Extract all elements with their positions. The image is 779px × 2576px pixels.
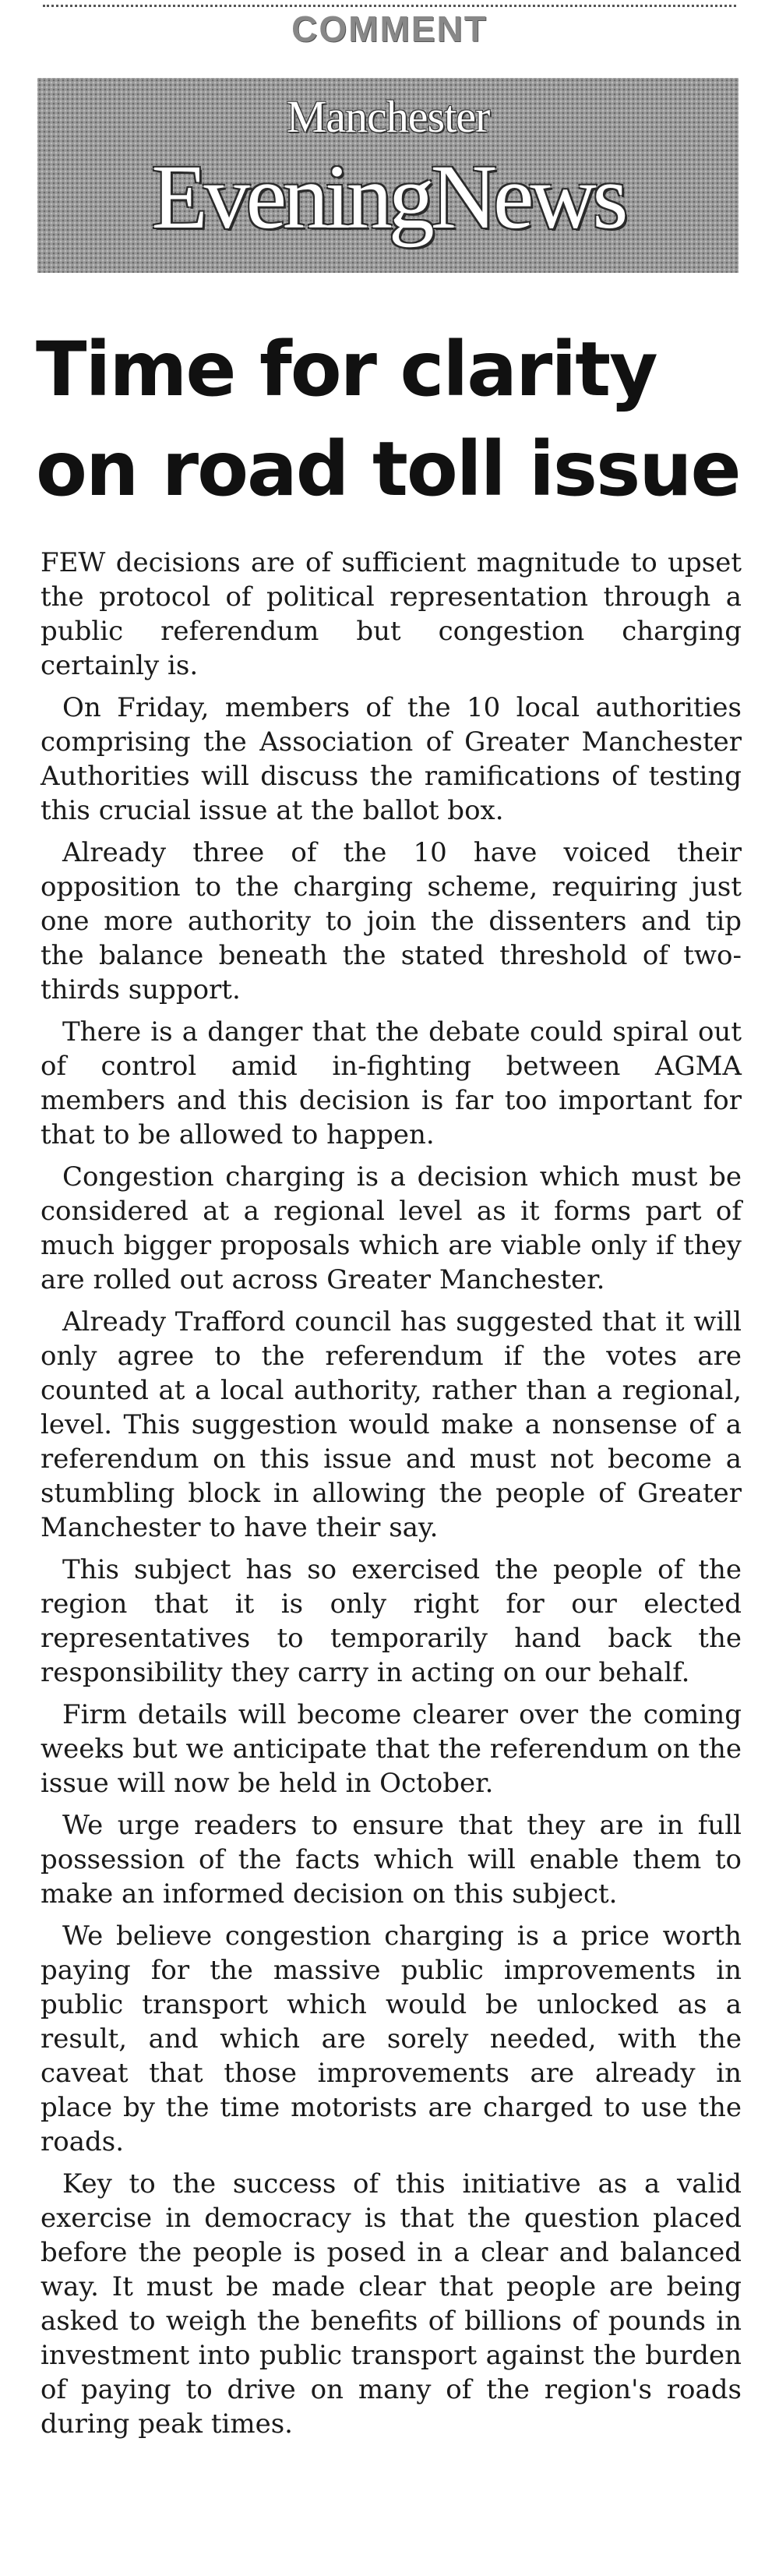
paragraph: We believe congestion charging is a price worth paying for the massive public improvements in public transport which would be unlocked as a result, and which are sorely needed, with the caveat that those improvements are already in place by the time motorists are charged to use the roads. (41, 1921, 742, 2157)
paragraph: On Friday, members of the 10 local authorities comprising the Association of Greater Manchester Authorities will discuss the ramifications of testing this crucial issue at the ballot box. (41, 692, 742, 826)
headline-line-2: on road toll issue (36, 426, 740, 513)
paragraph: We urge readers to ensure that they are in full possession of the facts which will enable them to make an informed decision on this subject. (41, 1810, 742, 1910)
paragraph: FEW decisions are of sufficient magnitude to upset the protocol of political representation through a public referendum but congestion charging certainly is. (41, 547, 742, 681)
masthead-logo (37, 78, 738, 273)
paragraph: Key to the success of this initiative as a valid exercise in democracy is that the question placed before the people is posed in a clear and balanced way. It must be made clear that people are being asked to weigh the benefits of billions of pounds in investment into public transport against the burden of paying to drive on many of the region's roads during peak times. (41, 2168, 742, 2440)
paragraph: Already Trafford council has suggested that it will only agree to the referendum if the votes are counted at a local authority, rather than a regional, level. This suggestion would make a nonsense of a referendum on this issue and must not become a stumbling block in allowing the people of Greater Manchester to have their say. (41, 1306, 742, 1543)
masthead-line-1: Manchester (286, 91, 490, 142)
headline-line-1: Time for clarity (36, 326, 657, 413)
paragraph: Congestion charging is a decision which must be considered at a regional level as it forms part of much bigger proposals which are viable only if they are rolled out across Greater Manchester. (41, 1161, 742, 1295)
top-dotted-rule (43, 5, 736, 7)
paragraph: Firm details will become clearer over the coming weeks but we anticipate that the referendum on the issue will now be held in October. (41, 1699, 742, 1799)
section-label: COMMENT (291, 9, 488, 49)
paragraph: Already three of the 10 have voiced their opposition to the charging scheme, requiring just one more authority to join the dissenters and tip the balance beneath the stated threshold of two-thirds support. (41, 837, 742, 1005)
article-headline (36, 320, 745, 519)
article-body (41, 546, 742, 2449)
paragraph: This subject has so exercised the people of the region that it is only right for our elected representatives to temporarily hand back the responsibility they carry in acting on our behalf. (41, 1554, 742, 1688)
paragraph: There is a danger that the debate could spiral out of control amid in-fighting between AGMA members and this decision is far too important for that to be allowed to happen. (41, 1016, 742, 1150)
masthead-line-2: EveningNews (151, 146, 625, 248)
